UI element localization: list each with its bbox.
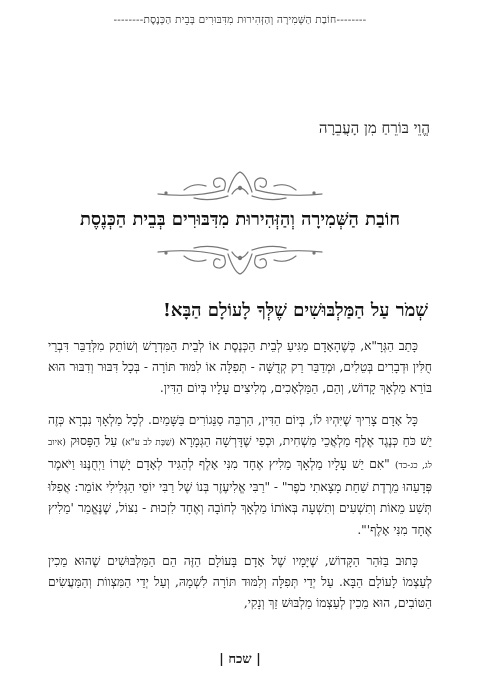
section-note: הֱוֵי בּוֹרֵחַ מִן הָעֲבֵרָה <box>318 119 430 137</box>
paragraph <box>48 551 432 615</box>
paragraph <box>48 410 432 541</box>
paragraph-text: כָּתַב הַגְּרָ"א, כְּשֶׁהָאָדָם מַגִּיעַ לְבֵית הַכְּנֶסֶת אוֹ לְבֵית הַמִּדְרָשׁ וְשׁוֹתֵק מִלְּדַבֵּר דִּבְרֵי חֻלִּין וּדְבָרִים בְּטֵלִים, וּמְדַבֵּר רַק קְדֻשָּׁה - תְּפִלָּה אוֹ לִמּוּד תּוֹרָה - בְּכָל דִּבּוּר וְדִבּוּר הוּא בּוֹרֵא מַלְאָךְ קָדוֹשׁ, וְהֵם, הַמַּלְאָכִים, מְלִיצִים עָלָיו בְּיוֹם הַדִּין. <box>48 339 432 396</box>
body-text <box>48 336 432 624</box>
ornament-bottom-icon <box>154 242 326 278</box>
section-subtitle: שְׁמֹר עַל הַמַּלְבּוּשִׁים שֶׁלְּךָ לָעוֹלָם הַבָּא! <box>163 300 428 321</box>
page-number: | שכח | <box>219 652 261 667</box>
paragraph-text: כָּל אָדָם צָרִיךְ שֶׁיִּהְיוּ לוֹ, בְּיוֹם הַדִּין, הַרְבֵּה סַנֵּגוֹרִים בַּשָּׁמַיִם. לְכָל מַלְאָךְ נִבְרָא כְּזֶה יֵשׁ כֹּחַ כְּנֶגֶד אֶלֶף מַלְאֲכֵי מַשְׁחִית, וּכְפִי שֶׁדָּרְשָׁה הַגְּמָרָא <box>48 412 433 448</box>
source-citation: (איוב לג, כג-כד) <box>48 437 432 472</box>
ornament-top-icon <box>154 168 326 204</box>
running-header: --------חוֹבַת הַשְּׁמִירָה וְהַזְּהִירוּת מִדִּבּוּרִים בְּבֵית הַכְּנֶסֶת-------- <box>113 14 367 26</box>
paragraph <box>48 336 432 400</box>
paragraph-text: כָּתוּב בַּזֹּהַר הַקָּדוֹשׁ, שֶׁיָּמָיו שֶׁל אָדָם בָּעוֹלָם הַזֶּה הֵם הַמַּלְבּוּשִׁים שֶׁהוּא מֵכִין לְעַצְמוֹ לָעוֹלָם הַבָּא. עַל יְדֵי תְּפִלָּה וְלִמּוּד תּוֹרָה לִשְׁמָהּ, וְעַל יְדֵי הַמִּצְווֹת וְהַמַּעֲשִׂים הַטּוֹבִים, הוּא מֵכִין לְעַצְמוֹ מַלְבּוּשׁ זַךְ וְנָקִי, <box>48 553 432 611</box>
paragraph-text: עַל הַפָּסוּק <box>70 433 118 448</box>
paragraph-text: "אִם יֵשׁ עָלָיו מַלְאָךְ מֵלִיץ אֶחָד מִנִּי אָלֶף לְהַגִּיד לְאָדָם יָשְׁרוֹ וַיְחֻנֶּנּוּ וַיֹּאמֶר פְּדָעֵהוּ מֵרֶדֶת שַׁחַת מָצָאתִי כֹפֶר" - "רַבִּי אֱלִיעֶזֶר בְּנוֹ שֶׁל רַבִּי יוֹסֵי הַגְּלִילִי אוֹמֵר: אֲפִלּוּ תְּשַׁע מֵאוֹת וְתִשְׁעִים וְתִשְׁעָה בְּאוֹתוֹ מַלְאָךְ לְחוֹבָה וְאֶחָד לִזְכוּת - נִצּוֹל, שֶׁנֶּאֱמַר 'מֵלִיץ אֶחָד מִנִּי אָלֶף'". <box>48 457 432 537</box>
source-citation: (שַׁבָּת לב ע"א) <box>121 437 175 448</box>
chapter-title: חוֹבַת הַשְּׁמִירָה וְהַזְּהִירוּת מִדִּבּוּרִים בְּבֵית הַכְּנֶסֶת <box>79 209 401 230</box>
